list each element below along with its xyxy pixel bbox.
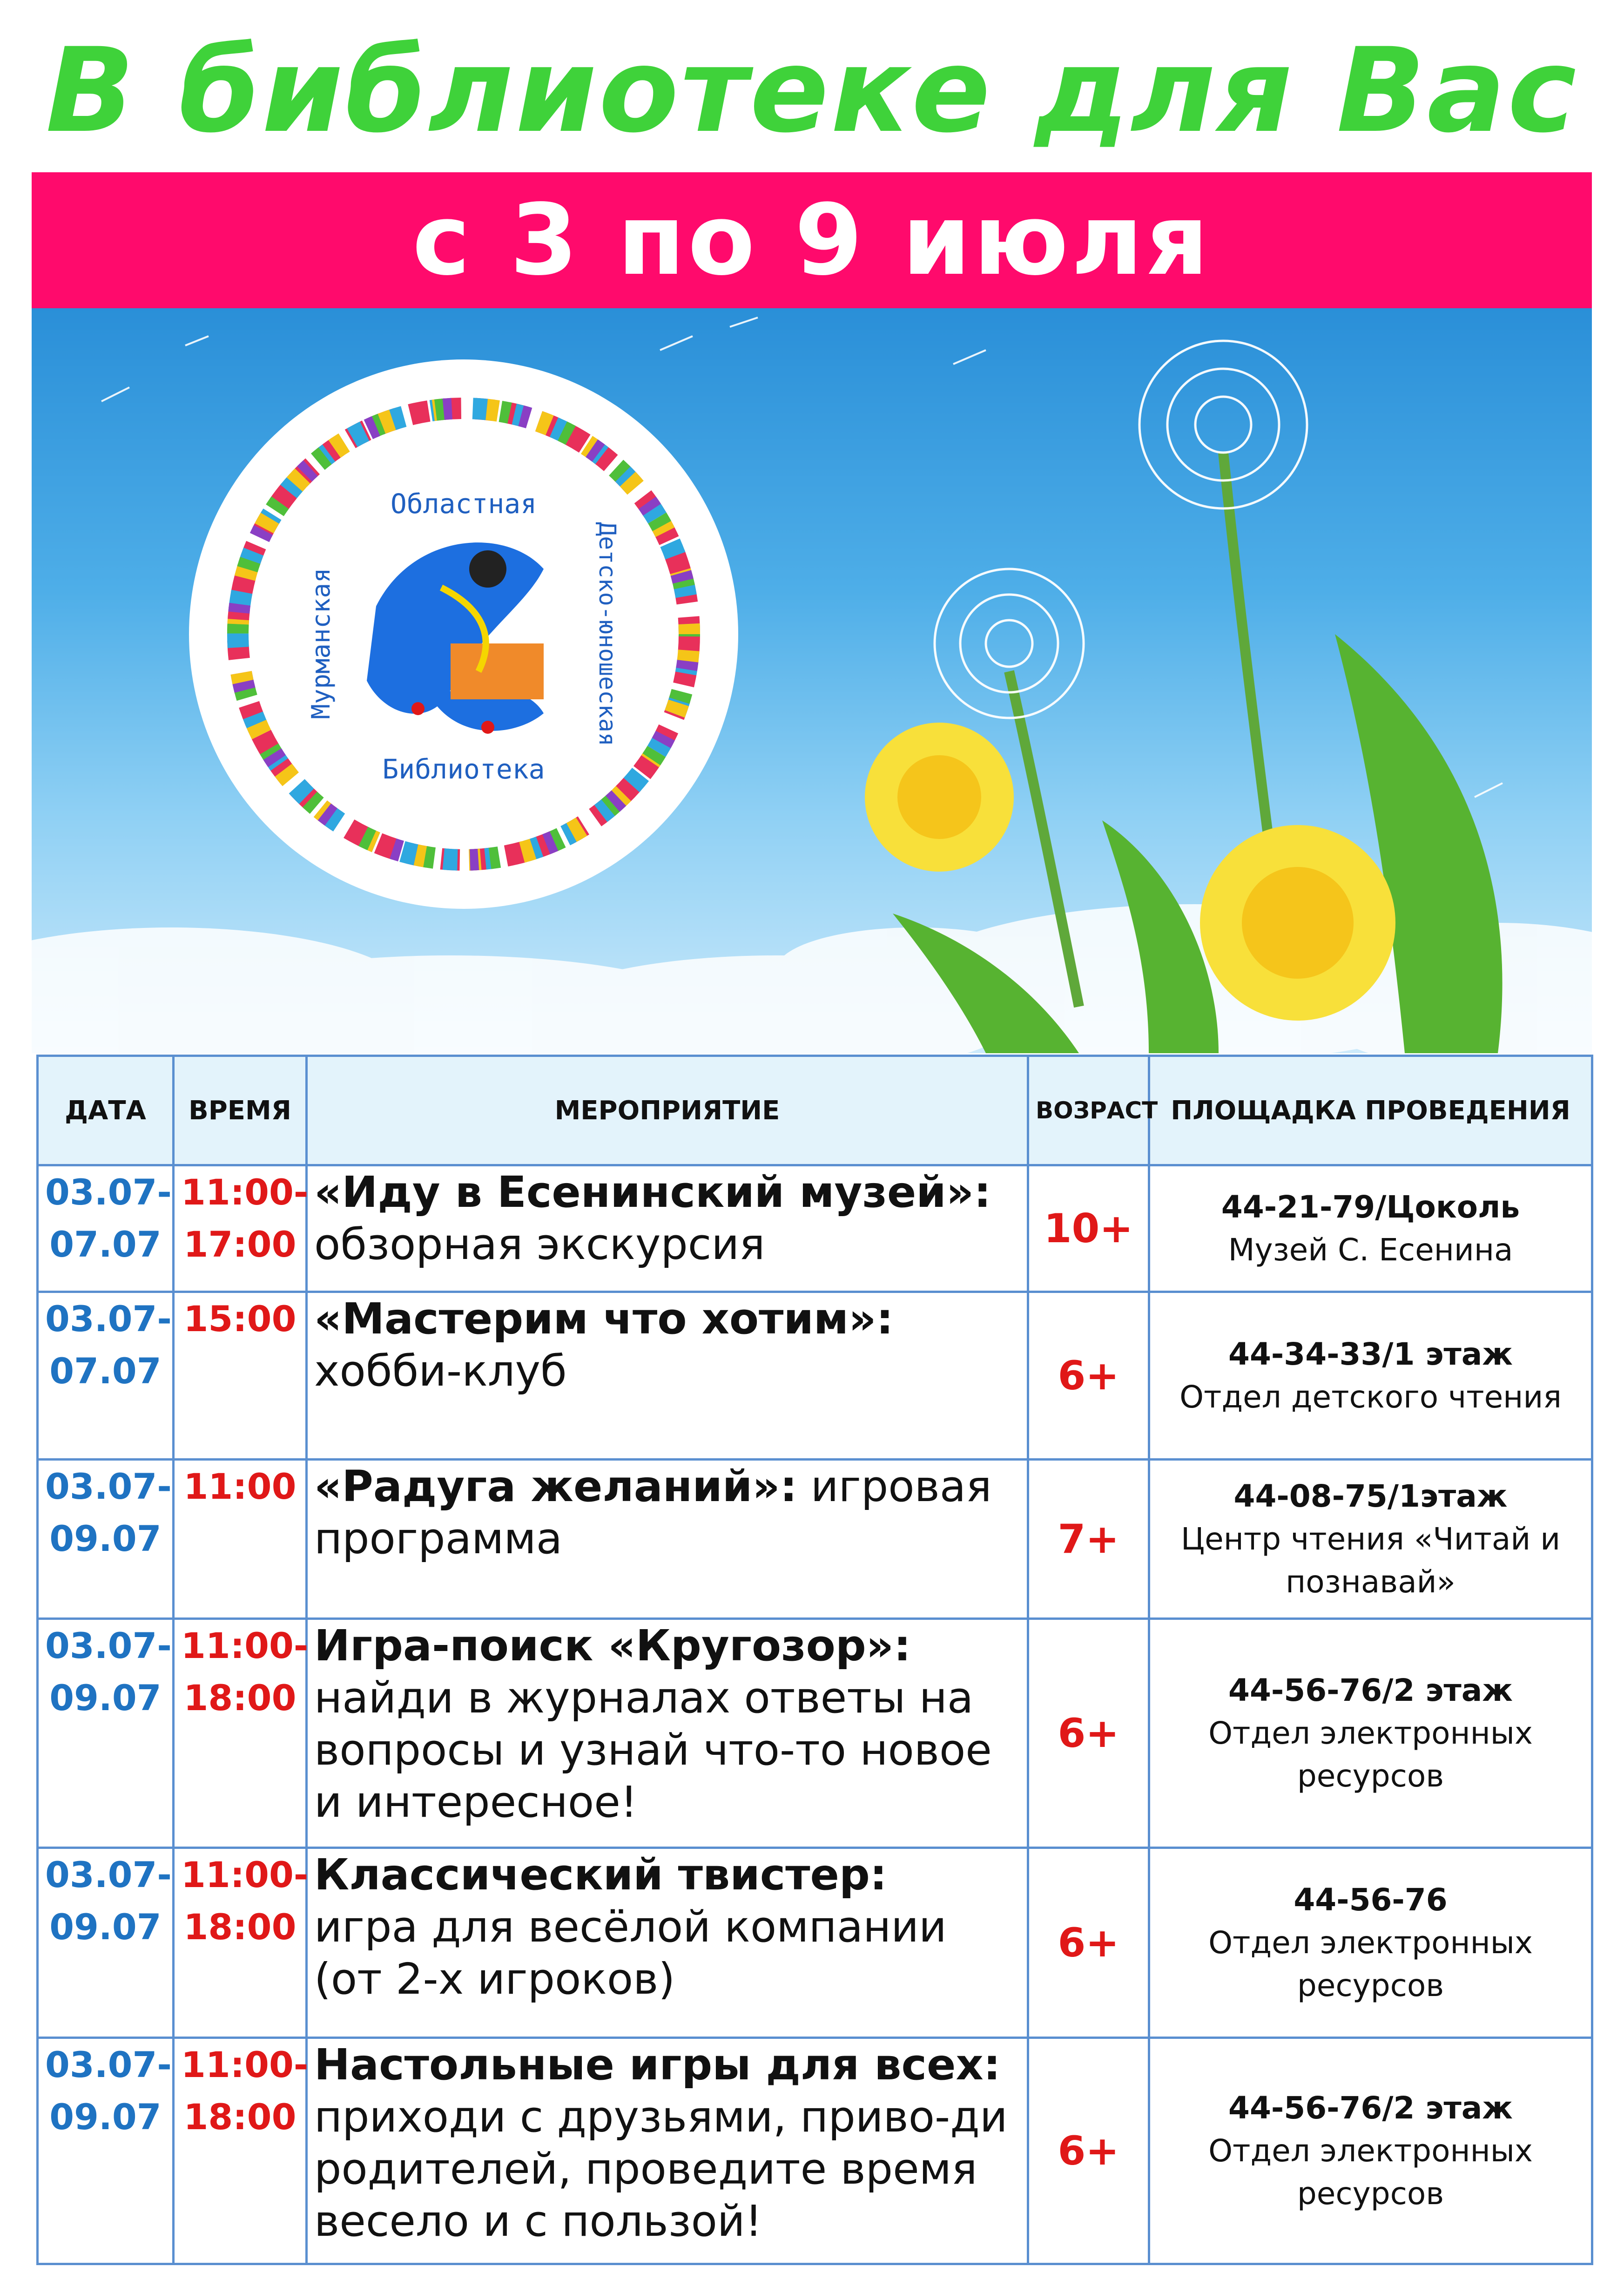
header-age: ВОЗРАСТ <box>1028 1056 1149 1165</box>
table-row <box>38 1292 1592 1460</box>
table-row <box>38 2038 1592 2264</box>
event-title: Настольные игры для всех: <box>314 2040 1001 2090</box>
event-cell <box>307 1619 1028 1848</box>
venue-name: Центр чтения «Читай и познавай» <box>1180 1521 1561 1600</box>
venue-name: Музей С. Есенина <box>1228 1232 1513 1268</box>
date-start: 03.07- <box>45 2044 172 2085</box>
time-start: 15:00 <box>183 1298 296 1340</box>
venue-cell <box>1149 1165 1592 1292</box>
date-cell <box>38 2038 174 2264</box>
dates-banner: с 3 по 9 июля <box>32 172 1592 308</box>
event-cell <box>307 1460 1028 1619</box>
page-title: В библиотеке для Вас <box>46 23 1578 158</box>
header-date: ДАТА <box>38 1056 174 1165</box>
venue-phone: 44-34-33/1 этаж <box>1228 1336 1513 1372</box>
time-start: 11:00- <box>181 1625 309 1666</box>
time-end: 18:00 <box>183 1906 296 1948</box>
venue-phone: 44-08-75/1этаж <box>1233 1478 1508 1514</box>
date-start: 03.07- <box>45 1466 172 1507</box>
header-time: ВРЕМЯ <box>174 1056 307 1165</box>
venue-name: Отдел электронных ресурсов <box>1208 2132 1533 2212</box>
venue-phone: 44-56-76/2 этаж <box>1228 1672 1513 1708</box>
event-title: «Радуга желаний»: <box>314 1462 797 1511</box>
time-end: 18:00 <box>183 2096 296 2138</box>
date-cell <box>38 1292 174 1460</box>
logo-left-text: Мурманская <box>306 568 336 719</box>
venue-name: Отдел детского чтения <box>1179 1379 1562 1415</box>
event-title: «Мастерим что хотим»: <box>314 1294 894 1344</box>
table-header-row <box>38 1056 1592 1165</box>
logo-right-text: Детско-юношеская <box>594 522 621 746</box>
event-title: Игра-поиск «Кругозор»: <box>314 1621 911 1671</box>
table-row <box>38 1848 1592 2038</box>
event-description: найди в журналах ответы на вопросы и узнай что-то новое и интересное! <box>314 1673 992 1827</box>
logo-top-text: Областная <box>390 488 537 520</box>
time-end: 17:00 <box>183 1224 296 1265</box>
event-description: хобби-клуб <box>314 1346 567 1396</box>
table-row <box>38 1619 1592 1848</box>
venue-phone: 44-56-76 <box>1294 1881 1448 1918</box>
date-cell <box>38 1460 174 1619</box>
date-cell <box>38 1165 174 1292</box>
seed-head-2 <box>935 569 1084 718</box>
date-end: 09.07 <box>49 2096 162 2138</box>
age-cell: 6+ <box>1028 2038 1149 2264</box>
date-end: 09.07 <box>49 1518 162 1559</box>
date-end: 07.07 <box>49 1224 162 1265</box>
age-cell: 7+ <box>1028 1460 1149 1619</box>
event-cell <box>307 1848 1028 2038</box>
event-description: обзорная экскурсия <box>314 1219 765 1269</box>
time-cell <box>174 2038 307 2264</box>
date-start: 03.07- <box>45 1171 172 1213</box>
time-cell <box>174 1460 307 1619</box>
venue-phone: 44-21-79/Цоколь <box>1221 1189 1520 1225</box>
header-venue: ПЛОЩАДКА ПРОВЕДЕНИЯ <box>1149 1056 1592 1165</box>
venue-cell <box>1149 1460 1592 1619</box>
table-row <box>38 1165 1592 1292</box>
time-cell <box>174 1292 307 1460</box>
event-description: приходи с друзьями, приво-ди родителей, проведите время весело и с пользой! <box>314 2092 1008 2246</box>
time-start: 11:00 <box>183 1466 296 1507</box>
event-description: игровая программа <box>314 1462 992 1563</box>
age-cell: 6+ <box>1028 1848 1149 2038</box>
time-start: 11:00- <box>181 1171 309 1213</box>
time-start: 11:00- <box>181 1854 309 1895</box>
time-cell <box>174 1165 307 1292</box>
venue-phone: 44-56-76/2 этаж <box>1228 2090 1513 2126</box>
logo-bottom-text: Библиотека <box>382 753 545 785</box>
event-title: Классический твистер: <box>314 1850 887 1900</box>
time-cell <box>174 1619 307 1848</box>
date-start: 03.07- <box>45 1854 172 1895</box>
time-cell <box>174 1848 307 2038</box>
table-row <box>38 1460 1592 1619</box>
venue-cell <box>1149 1292 1592 1460</box>
date-end: 07.07 <box>49 1350 162 1392</box>
event-cell <box>307 1165 1028 1292</box>
library-logo <box>189 359 738 909</box>
event-cell <box>307 2038 1028 2264</box>
age-cell: 6+ <box>1028 1292 1149 1460</box>
age-cell: 6+ <box>1028 1619 1149 1848</box>
date-end: 09.07 <box>49 1906 162 1948</box>
venue-cell <box>1149 1619 1592 1848</box>
venue-name: Отдел электронных ресурсов <box>1208 1924 1533 2003</box>
venue-name: Отдел электронных ресурсов <box>1208 1715 1533 1794</box>
event-title: «Иду в Есенинский музей»: <box>314 1167 991 1217</box>
header-event: МЕРОПРИЯТИЕ <box>307 1056 1028 1165</box>
date-start: 03.07- <box>45 1298 172 1340</box>
venue-cell <box>1149 2038 1592 2264</box>
event-description: игра для весёлой компании (от 2-х игроков) <box>314 1902 947 2004</box>
event-cell <box>307 1292 1028 1460</box>
events-table <box>36 1055 1593 2265</box>
venue-cell <box>1149 1848 1592 2038</box>
dandelion-scene <box>32 308 1592 1053</box>
age-cell: 10+ <box>1028 1165 1149 1292</box>
time-end: 18:00 <box>183 1677 296 1719</box>
hero-illustration <box>32 308 1592 1053</box>
date-cell <box>38 1619 174 1848</box>
date-end: 09.07 <box>49 1677 162 1719</box>
time-start: 11:00- <box>181 2044 309 2085</box>
date-start: 03.07- <box>45 1625 172 1666</box>
date-cell <box>38 1848 174 2038</box>
